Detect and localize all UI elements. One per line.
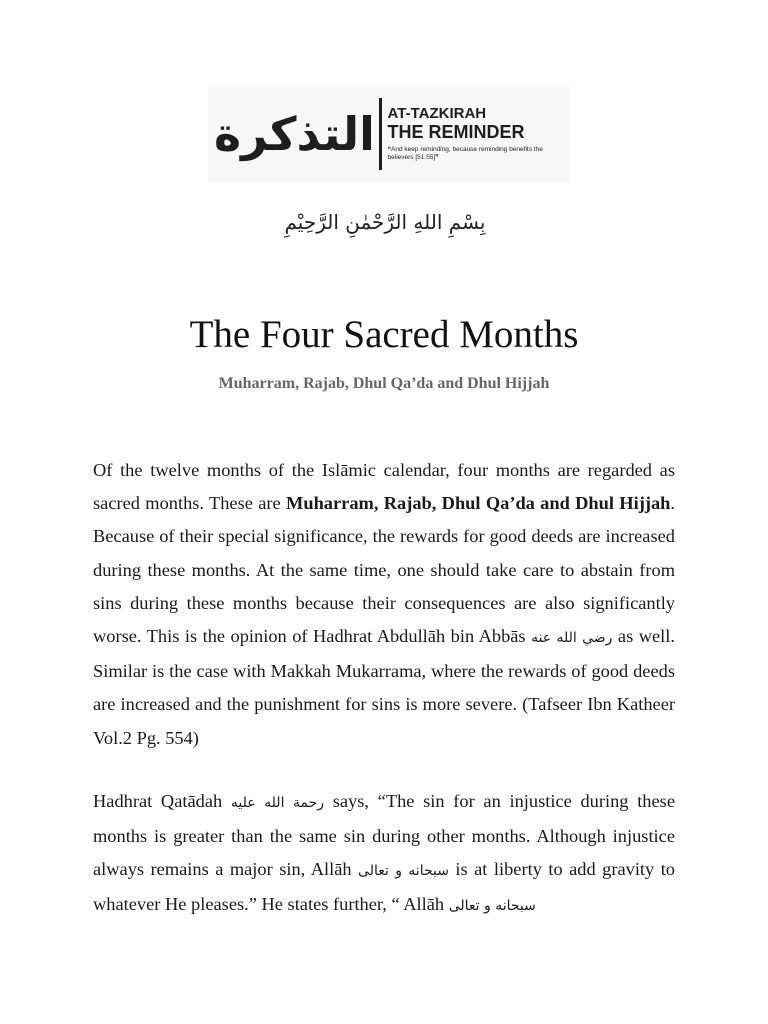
- logo-line-2: THE REMINDER: [387, 122, 525, 142]
- p2-text-1: Hadhrat Qatādah: [93, 790, 231, 811]
- logo-line-1: AT-TAZKIRAH: [387, 105, 487, 122]
- logo-english-block: [388, 106, 570, 162]
- p2-text-2: says, “The sin for an injustice during these months is greater than the same sin during other months. Although injustice always remains a major sin, Allāh: [93, 790, 675, 880]
- at-tazkirah-logo: [208, 86, 570, 182]
- p1-arabic-honorific: رضي الله عنه: [531, 630, 613, 647]
- p2-arabic-honorific-3: سبحانه و تعالى: [448, 898, 536, 915]
- article-body: [93, 454, 675, 954]
- logo-arabic-text: التذكرة: [214, 107, 375, 161]
- p2-arabic-honorific-2: سبحانه و تعالى: [358, 863, 449, 880]
- page-subtitle: Muharram, Rajab, Dhul Qa’da and Dhul Hijjah: [218, 375, 550, 392]
- logo-tagline: ❝And keep reminding, because reminding benefits the believers [51:55]❞: [387, 146, 543, 161]
- basmala-calligraphy: بِسْمِ اللهِ الرَّحْمٰنِ الرَّحِيْمِ: [284, 210, 486, 234]
- p2-arabic-honorific-1: رحمة الله عليه: [230, 794, 325, 811]
- paragraph-1: [93, 454, 675, 755]
- p1-bold-months: Muharram, Rajab, Dhul Qa’da and Dhul Hijjah: [285, 493, 671, 514]
- page-title: The Four Sacred Months: [189, 313, 579, 356]
- paragraph-2: [93, 785, 675, 924]
- p1-text-2: . Because of their special significance, the rewards for good deeds are increased during these months. At the same time, one should take care to abstain from sins during these months because their consequences are also significantly worse. This is the opinion of Hadhrat Abdullāh bin Abbās: [93, 493, 675, 647]
- p1-text-3: as well. Similar is the case with Makkah Mukarrama, where the rewards of good deeds are increased and the punishment for sins is more severe. (Tafseer Ibn Katheer Vol.2 Pg. 554): [93, 626, 675, 748]
- p2-text-3: is at liberty to add gravity to whatever He pleases.” He states further, “ Allāh: [93, 859, 676, 915]
- logo-divider: [379, 98, 382, 170]
- p1-text-1: Of the twelve months of the Islāmic calendar, four months are regarded as sacred months. These are: [93, 460, 675, 514]
